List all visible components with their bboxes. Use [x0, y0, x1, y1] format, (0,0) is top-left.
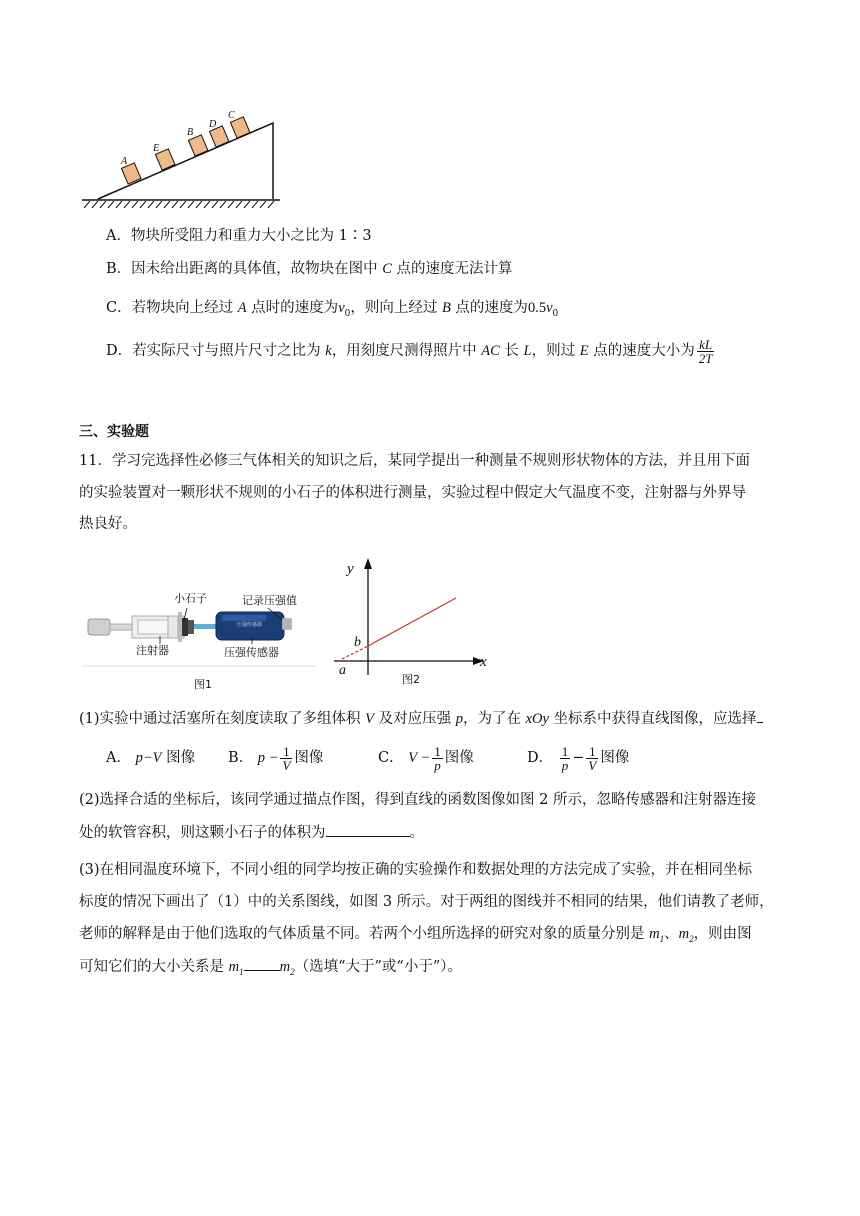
q11-part1-option-c: C． V − $\frac{1}{p}$ 图像	[378, 743, 474, 773]
axis-x-label: x	[480, 654, 487, 670]
q11-part3-line1: (3)在相同温度环境下，不同小组的同学均按正确的实验操作和数据处理的方法完成了实验，并在相同坐标	[79, 862, 753, 878]
q11-stem-line3: 热良好。	[79, 516, 137, 532]
label-a: A	[121, 156, 128, 167]
figure-2-caption: 图2	[402, 673, 420, 686]
label-pressure-sensor: 压强传感器	[224, 646, 279, 659]
q11-part2-line1: (2)选择合适的坐标后，该同学通过描点作图，得到直线的函数图像如图 2 所示，忽略传感器和注射器连接	[79, 792, 756, 808]
axis-y-label: y	[347, 561, 354, 577]
option-b: B．因未给出距离的具体值，故物块在图中 C 点的速度无法计算	[106, 261, 513, 277]
answer-blank-2[interactable]	[326, 822, 410, 837]
q11-part1: (1)实验中通过活塞所在刻度读取了多组体积 V 及对应压强 p，为了在 xOy 坐标系中获得直线图像，应选择	[79, 708, 763, 729]
sensor-device-label: 压强传感器	[237, 622, 263, 628]
figure-1-caption: 图1	[194, 678, 212, 691]
q11-stem-line1: 11．学习完选择性必修三气体相关的知识之后，某同学提出一种测量不规则形状物体的方法，并且用下面	[79, 453, 750, 469]
incline-figure	[78, 105, 283, 210]
label-d: D	[209, 119, 217, 130]
label-b: B	[187, 127, 194, 138]
answer-blank-3[interactable]	[244, 956, 280, 971]
intercept-b-label: b	[354, 635, 361, 650]
q11-part3-line3: 老师的解释是由于他们选取的气体质量不同。若两个小组所选择的研究对象的质量分别是 $m_1$、$m_2$，则由图	[79, 926, 752, 944]
label-record-pressure: 记录压强值	[242, 594, 297, 607]
figure-2	[322, 555, 497, 690]
q11-part3-line4: 可知它们的大小关系是 $m_1$ $m_2$（选填“大于”或“小于”）。	[79, 956, 462, 982]
q11-part1-option-d: D． $\frac{1}{p}$ − $\frac{1}{V}$ 图像	[527, 743, 630, 773]
answer-blank-1[interactable]	[757, 708, 763, 723]
fraction-kl-2t: $\frac{kL}{2T}$	[698, 336, 713, 366]
label-c: C	[228, 110, 235, 121]
label-syringe: 注射器	[136, 644, 169, 657]
q11-part2-line2: 处的软管容积，则这颗小石子的体积为 。	[79, 822, 424, 843]
label-stone: 小石子	[174, 592, 207, 605]
q11-part1-option-a: A． p−V 图像	[106, 750, 196, 766]
option-c: C．若物块向上经过 A 点时的速度为$v_0$，则向上经过 B 点的速度为$0.5v_0$	[106, 300, 559, 319]
figure-1	[82, 582, 322, 690]
option-d: D．若实际尺寸与照片尺寸之比为 k，用刻度尺测得照片中 AC 长 L，则过 E 点的速度大小为 $\frac{kL}{2T}$	[106, 336, 713, 366]
section-title: 三、实验题	[79, 424, 149, 440]
label-e: E	[153, 143, 160, 154]
q11-part1-option-b: B． p − $\frac{1}{V}$ 图像	[228, 743, 324, 773]
q11-part3-line2: 标度的情况下画出了（1）中的关系图线，如图 3 所示。对于两组的图线并不相同的结果，他们请教了老师，	[79, 894, 774, 910]
option-a: A．物块所受阻力和重力大小之比为 1∶3	[106, 228, 372, 244]
q11-stem-line2: 的实验装置对一颗形状不规则的小石子的体积进行测量，实验过程中假定大气温度不变，注射器与外界导	[79, 485, 746, 501]
intercept-a-label: a	[339, 663, 346, 678]
